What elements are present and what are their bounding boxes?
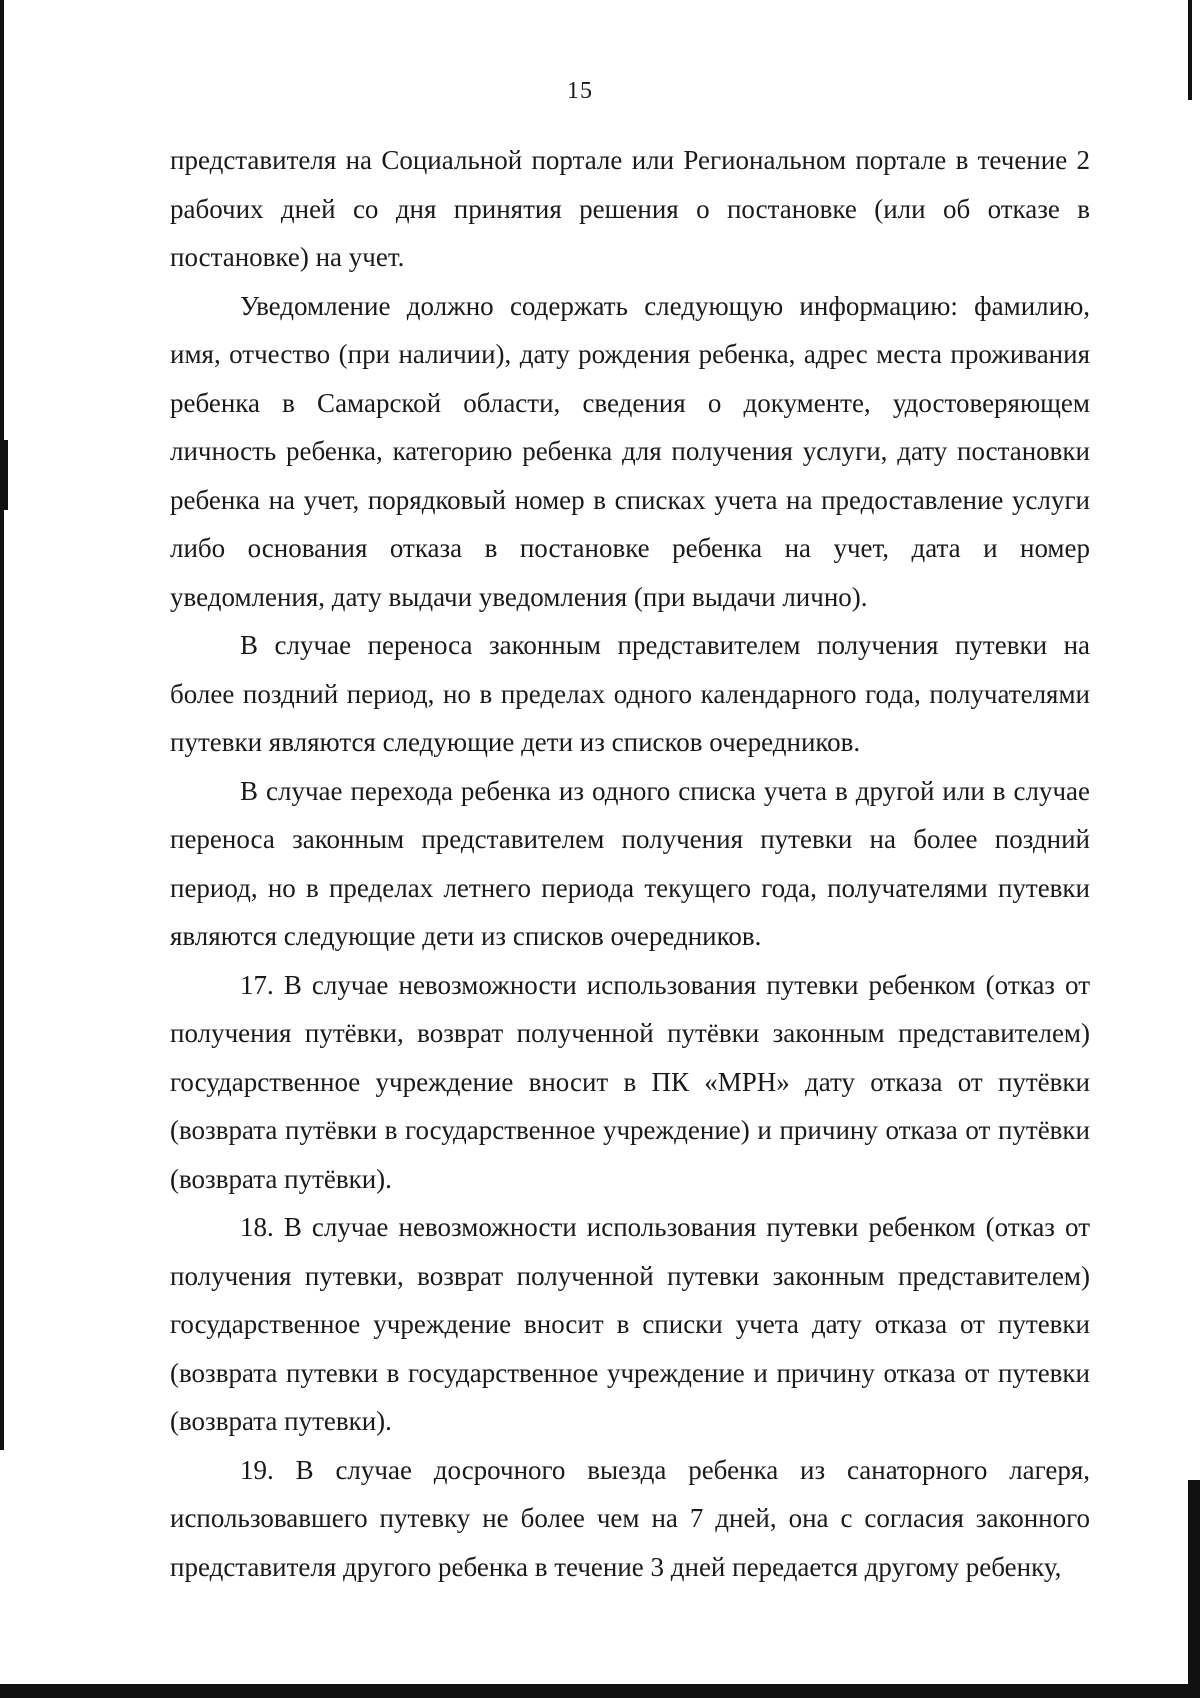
- scan-edge-right-top: [1188, 0, 1192, 100]
- scan-edge-right-bottom: [1188, 1480, 1200, 1698]
- paragraph-item-19: 19. В случае досрочного выезда ребенка из санаторного лагеря, использовавшего путевку не более чем на 7 дней, она с согласия законного представителя другого ребенка в течение 3 дней передается другому ребенку,: [170, 1454, 1090, 1582]
- paragraph-item-17: 17. В случае невозможности использования путевки ребенком (отказ от получения путёвки, возврат полученной путёвки законным представителем) государственное учреждение вносит в ПК «МРН» дату отказа от путёвки (возврата путёвки в государственное учреждение) и причину отказа от путёвки (возврата путёвки).: [170, 969, 1090, 1194]
- scan-edge-left-mark: [0, 440, 8, 510]
- page-number: 15: [567, 78, 593, 104]
- paragraph-notification-content: Уведомление должно содержать следующую информацию: фамилию, имя, отчество (при наличии), дату рождения ребенка, адрес места проживания ребенка в Самарской области, сведения о документе, удостоверяющем личность ребенка, категорию ребенка для получения услуги, дату постановки ребенка на учет, порядковый номер в списках учета на предоставление услуги либо основания отказа в постановке ребенка на учет, дата и номер уведомления, дату выдачи уведомления (при выдачи лично).: [170, 290, 1090, 612]
- scan-edge-left: [0, 0, 4, 1450]
- paragraph-continuation: представителя на Социальной портале или Региональном портале в течение 2 рабочих дней со дня принятия решения о постановке (или об отказе в постановке) на учет.: [170, 145, 1090, 272]
- paragraph-item-18: 18. В случае невозможности использования путевки ребенком (отказ от получения путевки, возврат полученной путевки законным представителем) государственное учреждение вносит в списки учета дату отказа от путевки (возврата путевки в государственное учреждение и причину отказа от путевки (возврата путевки).: [170, 1212, 1090, 1436]
- paragraph-voucher-transfer: В случае переноса законным представителем получения путевки на более поздний период, но в пределах одного календарного года, получателями путевки являются следующие дети из списков очередников.: [170, 630, 1090, 757]
- paragraph-list-transfer: В случае перехода ребенка из одного списка учета в другой или в случае переноса законным представителем получения путевки на более поздний период, но в пределах летнего периода текущего года, получателями путевки являются следующие дети из списков очередников.: [170, 775, 1090, 951]
- scan-edge-bottom: [0, 1684, 1200, 1698]
- document-body: [170, 136, 1090, 1591]
